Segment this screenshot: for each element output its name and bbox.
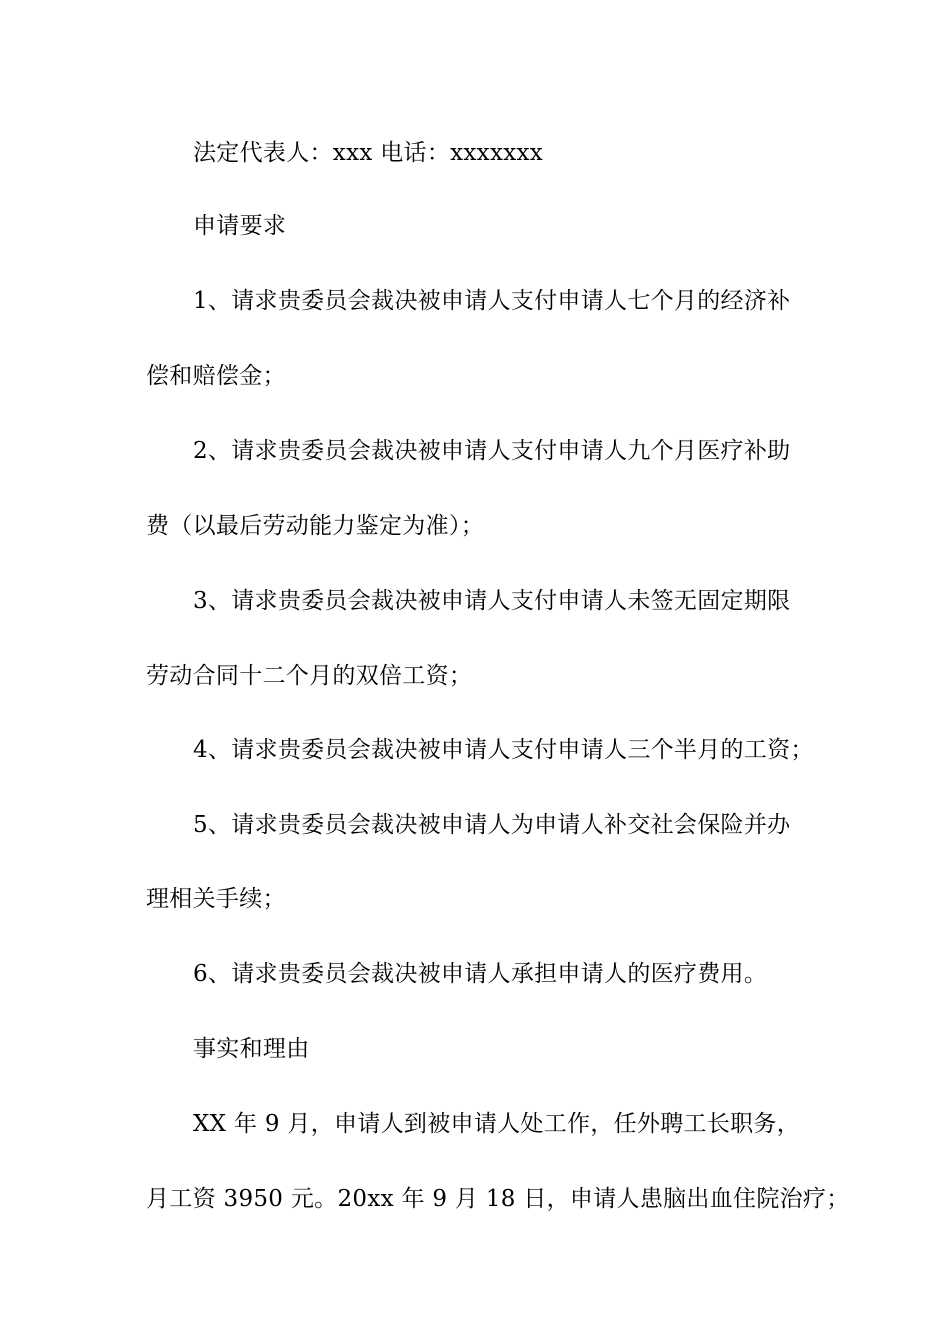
- request-item-2: 2、请求贵委员会裁决被申请人支付申请人九个月医疗补助: [193, 438, 791, 464]
- section-heading-requests: 申请要求: [193, 213, 287, 239]
- request-item-3-continued: 劳动合同十二个月的双倍工资；: [146, 663, 473, 689]
- request-item-6: 6、请求贵委员会裁决被申请人承担申请人的医疗费用。: [193, 961, 768, 987]
- request-item-5-continued: 理相关手续；: [146, 886, 286, 912]
- request-item-4: 4、请求贵委员会裁决被申请人支付申请人三个半月的工资；: [193, 737, 814, 763]
- facts-paragraph-line-2: 月工资 3950 元。20xx 年 9 月 18 日，申请人患脑出血住院治疗；: [146, 1186, 850, 1212]
- legal-representative-line: 法定代表人：xxx 电话：xxxxxxx: [193, 140, 544, 166]
- facts-paragraph-line-1: XX 年 9 月，申请人到被申请人处工作，任外聘工长职务，: [193, 1111, 801, 1137]
- request-item-5: 5、请求贵委员会裁决被申请人为申请人补交社会保险并办: [193, 812, 791, 838]
- request-item-2-continued: 费（以最后劳动能力鉴定为准）；: [146, 513, 484, 539]
- section-heading-facts: 事实和理由: [193, 1036, 310, 1062]
- request-item-1: 1、请求贵委员会裁决被申请人支付申请人七个月的经济补: [193, 288, 791, 314]
- request-item-3: 3、请求贵委员会裁决被申请人支付申请人未签无固定期限: [193, 588, 791, 614]
- request-item-1-continued: 偿和赔偿金；: [146, 363, 286, 389]
